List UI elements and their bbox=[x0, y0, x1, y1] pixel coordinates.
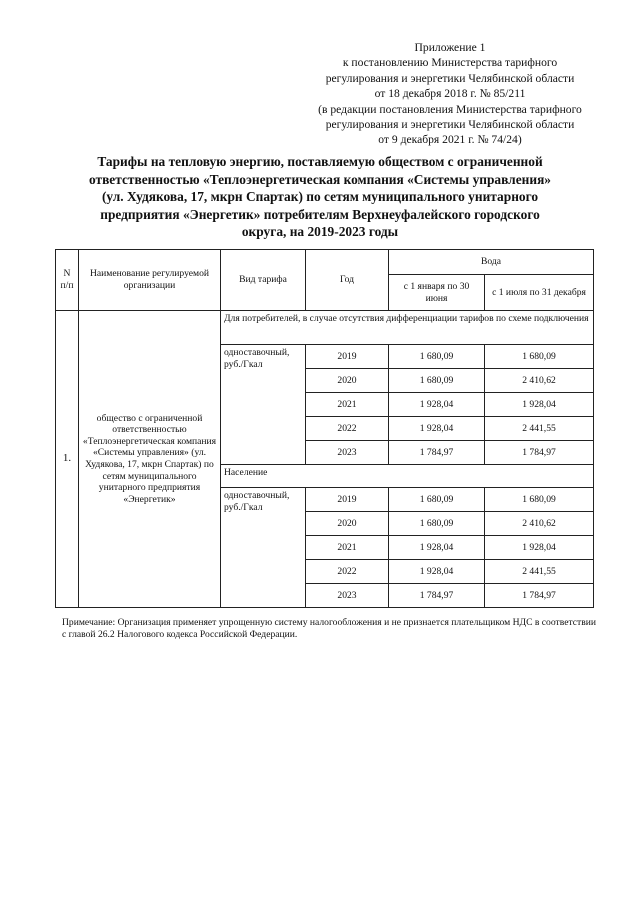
title-line: (ул. Худякова, 17, мкрн Спартак) по сетям муниципального унитарного bbox=[101, 189, 539, 205]
period-2-value: 2 410,62 bbox=[485, 512, 594, 536]
period-2-value: 2 410,62 bbox=[485, 369, 594, 393]
year-cell: 2021 bbox=[306, 536, 389, 560]
appendix-line: от 9 декабря 2021 г. № 74/24) bbox=[378, 133, 522, 147]
tariff-type-cell: одноставочный, руб./Гкал bbox=[221, 345, 306, 465]
year-cell: 2022 bbox=[306, 417, 389, 441]
header-tariff-type: Вид тарифа bbox=[221, 250, 306, 311]
appendix-line: к постановлению Министерства тарифного bbox=[342, 56, 558, 70]
header-water: Вода bbox=[389, 250, 594, 275]
title-line: округа, на 2019-2023 годы bbox=[241, 224, 399, 240]
period-2-value: 1 784,97 bbox=[485, 441, 594, 465]
tariffs-table bbox=[55, 249, 594, 608]
period-2-value: 2 441,55 bbox=[485, 417, 594, 441]
appendix-line: Приложение 1 bbox=[414, 41, 486, 54]
period-2-value: 1 680,09 bbox=[485, 345, 594, 369]
title-line: ответственностью «Теплоэнергетическая компания «Системы управления» bbox=[88, 171, 552, 187]
header-row bbox=[56, 250, 594, 275]
organization-name: общество с ограниченной ответственностью «Теплоэнергетическая компания «Системы управления» (ул. Худякова, 17, мкрн Спартак) по сетям муниципального унитарного предприятия «Энергетик» bbox=[79, 311, 221, 608]
title-line: предприятия «Энергетик» потребителям Верхнеуфалейского городского bbox=[100, 206, 540, 222]
appendix-header bbox=[280, 40, 620, 148]
year-cell: 2023 bbox=[306, 584, 389, 608]
period-1-value: 1 680,09 bbox=[389, 345, 485, 369]
header-num: N п/п bbox=[56, 250, 79, 311]
period-1-value: 1 784,97 bbox=[389, 441, 485, 465]
period-2-value: 1 784,97 bbox=[485, 584, 594, 608]
period-1-value: 1 680,09 bbox=[389, 369, 485, 393]
period-1-value: 1 928,04 bbox=[389, 417, 485, 441]
period-1-value: 1 680,09 bbox=[389, 512, 485, 536]
period-2-value: 2 441,55 bbox=[485, 560, 594, 584]
section-label: Население bbox=[221, 465, 594, 488]
year-cell: 2023 bbox=[306, 441, 389, 465]
year-cell: 2019 bbox=[306, 345, 389, 369]
appendix-line: регулирования и энергетики Челябинской области bbox=[325, 71, 575, 85]
year-cell: 2020 bbox=[306, 369, 389, 393]
period-1-value: 1 928,04 bbox=[389, 536, 485, 560]
row-number: 1. bbox=[56, 311, 79, 608]
footnote: Примечание: Организация применяет упрощенную систему налогообложения и не признается плательщиком НДС в соответствии с главой 26.2 Налогового кодекса Российской Федерации. bbox=[62, 617, 597, 640]
appendix-line: (в редакции постановления Министерства тарифного bbox=[318, 102, 582, 116]
appendix-line: от 18 декабря 2018 г. № 85/211 bbox=[374, 87, 526, 101]
document-title bbox=[60, 153, 580, 241]
period-1-value: 1 928,04 bbox=[389, 560, 485, 584]
section-row bbox=[56, 311, 594, 345]
period-2-value: 1 928,04 bbox=[485, 393, 594, 417]
year-cell: 2021 bbox=[306, 393, 389, 417]
header-organization: Наименование регулируемой организации bbox=[79, 250, 221, 311]
period-2-value: 1 928,04 bbox=[485, 536, 594, 560]
title-line: Тарифы на тепловую энергию, поставляемую обществом с ограниченной bbox=[97, 154, 543, 169]
tariff-type-cell: одноставочный, руб./Гкал bbox=[221, 488, 306, 608]
year-cell: 2020 bbox=[306, 512, 389, 536]
period-2-value: 1 680,09 bbox=[485, 488, 594, 512]
header-year: Год bbox=[306, 250, 389, 311]
header-period-1: с 1 января по 30 июня bbox=[389, 275, 485, 311]
header-period-2: с 1 июля по 31 декабря bbox=[485, 275, 594, 311]
period-1-value: 1 680,09 bbox=[389, 488, 485, 512]
period-1-value: 1 928,04 bbox=[389, 393, 485, 417]
appendix-line: регулирования и энергетики Челябинской области bbox=[325, 118, 575, 132]
year-cell: 2019 bbox=[306, 488, 389, 512]
year-cell: 2022 bbox=[306, 560, 389, 584]
period-1-value: 1 784,97 bbox=[389, 584, 485, 608]
section-label: Для потребителей, в случае отсутствия дифференциации тарифов по схеме подключения bbox=[221, 311, 594, 345]
